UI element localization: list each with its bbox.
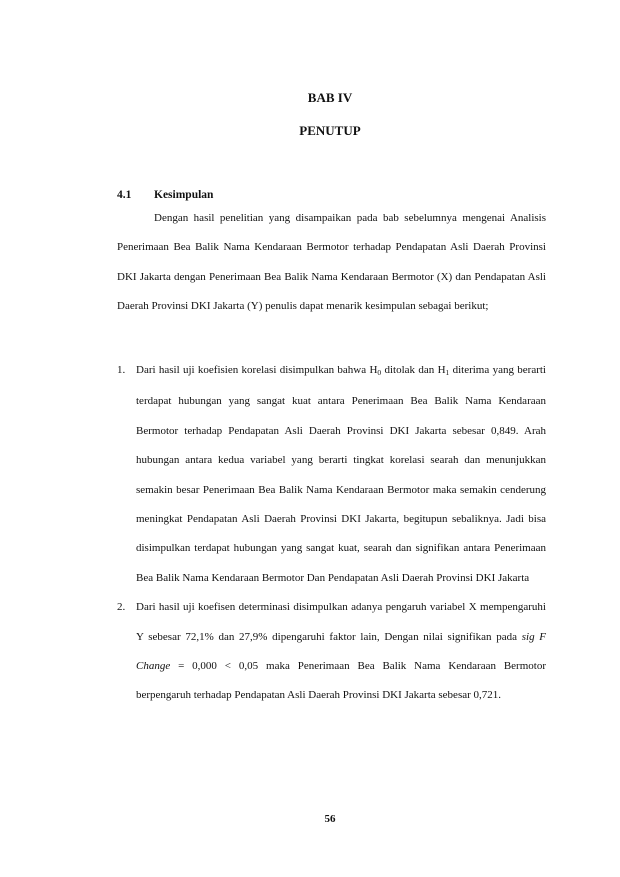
intro-paragraph: Dengan hasil penelitian yang disampaikan pada bab sebelumnya mengenai Analisis Penerimaan Bea Balik Nama Kendaraan Bermotor terhadap Pendapatan Asli Daerah Provinsi DKI Jakarta dengan Penerimaan Bea Balik Nama Kendaraan Bermotor (X) dan Pendapatan Asli Daerah Provinsi DKI Jakarta (Y) penulis dapat menarik kesimpulan sebagai berikut; [117,212,546,313]
conclusion-list [117,356,546,711]
page-number: 56 [324,813,336,825]
list-item-text: Dari hasil uji koefisen determinasi disimpulkan adanya pengaruh variabel X mempengaruhi Y sebesar 72,1% dan 27,9% dipengaruhi faktor lain, Dengan nilai signifikan pada sig F Change = 0,000 < 0,05 maka Penerimaan Bea Balik Nama Kendaraan Bermotor berpengaruh terhadap Pendapatan Asli Daerah Provinsi DKI Jakarta sebesar 0,721. [136,601,547,702]
chapter-title: PENUTUP [299,123,361,138]
list-marker: 2. [117,601,126,614]
chapter-label: BAB IV [307,90,353,105]
list-item [117,593,546,711]
section-heading [117,189,213,201]
section-number: 4.1 [117,189,132,201]
section-title: Kesimpulan [154,189,214,201]
list-marker: 1. [117,364,126,376]
list-item-text: Dari hasil uji koefisien korelasi disimpulkan bahwa $H_0$ ditolak dan $H_1$ diterima yang berarti terdapat hubungan yang sangat kuat antara Penerimaan Bea Balik Nama Kendaraan Bermotor terhadap Pendapatan Asli Daerah Provinsi DKI Jakarta sebesar 0,849. Arah hubungan antara kedua variabel yang berarti tingkat korelasi searah dan menunjukkan semakin besar Penerimaan Bea Balik Nama Kendaraan Bermotor maka semakin cenderung meningkat Pendapatan Asli Daerah Provinsi DKI Jakarta, begitupun sebaliknya. Jadi bisa disimpulkan terdapat hubungan yang sangat kuat, searah dan signifikan antara Penerimaan Bea Balik Nama Kendaraan Bermotor Dan Pendapatan Asli Daerah Provinsi DKI Jakarta [136,364,546,584]
list-item [117,356,546,593]
